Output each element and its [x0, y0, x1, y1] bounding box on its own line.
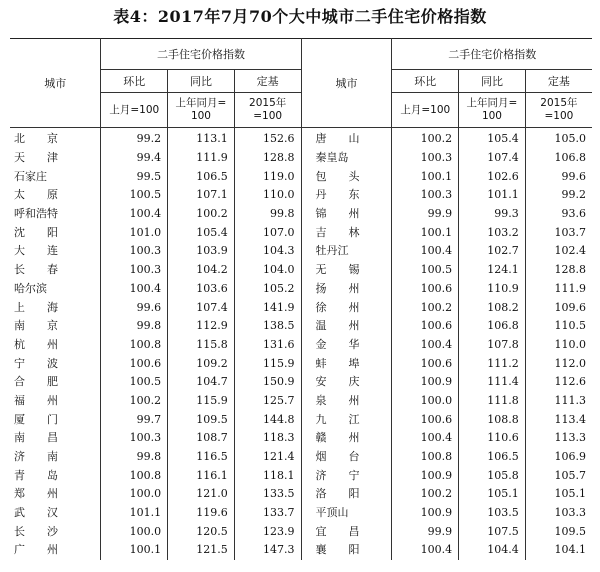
right-base-cell: 109.5	[525, 522, 592, 541]
yoy-header-right: 同比	[459, 70, 526, 93]
left-mom-cell: 100.3	[101, 429, 168, 448]
left-mom-cell: 100.0	[101, 485, 168, 504]
right-city-cell: 赣 州	[315, 431, 360, 445]
group-header-left: 二手住宅价格指数	[101, 39, 301, 70]
left-mom-cell: 100.3	[101, 242, 168, 261]
left-base-cell: 133.7	[234, 504, 301, 523]
table-row	[10, 392, 592, 411]
right-city-cell: 九 江	[315, 412, 360, 426]
left-mom-cell: 100.2	[101, 392, 168, 411]
left-yoy-cell: 111.9	[168, 149, 235, 168]
right-mom-cell: 100.4	[392, 429, 459, 448]
right-city-cell: 丹 东	[315, 188, 360, 202]
right-base-cell: 111.3	[525, 392, 592, 411]
right-yoy-cell: 99.3	[459, 205, 526, 224]
right-mom-cell: 100.4	[392, 242, 459, 261]
right-city-cell: 襄 阳	[315, 543, 360, 557]
right-mom-cell: 100.9	[392, 504, 459, 523]
table-row	[10, 373, 592, 392]
right-yoy-cell: 101.1	[459, 186, 526, 205]
base-header-right: 定基	[525, 70, 592, 93]
table-row	[10, 149, 592, 168]
right-mom-cell: 100.9	[392, 466, 459, 485]
left-yoy-cell: 103.6	[168, 280, 235, 299]
left-city-cell: 青 岛	[14, 468, 58, 482]
right-city-cell: 泉 州	[315, 393, 360, 407]
left-mom-cell: 100.5	[101, 186, 168, 205]
mom-basis-right: 上月=100	[392, 93, 459, 128]
left-yoy-cell: 120.5	[168, 522, 235, 541]
right-city-cell: 牡丹江	[315, 244, 349, 258]
left-city-cell: 厦 门	[14, 412, 58, 426]
right-mom-cell: 100.5	[392, 261, 459, 280]
left-base-cell: 118.1	[234, 466, 301, 485]
mom-header-right: 环比	[392, 70, 459, 93]
right-yoy-cell: 108.8	[459, 410, 526, 429]
left-mom-cell: 100.6	[101, 354, 168, 373]
right-yoy-cell: 107.4	[459, 149, 526, 168]
table-row	[10, 410, 592, 429]
left-base-cell: 99.8	[234, 205, 301, 224]
left-yoy-cell: 103.9	[168, 242, 235, 261]
right-base-cell: 106.8	[525, 149, 592, 168]
left-city-cell: 天 津	[14, 151, 58, 165]
mom-basis-left: 上月=100	[101, 93, 168, 128]
left-base-cell: 104.0	[234, 261, 301, 280]
right-yoy-cell: 105.8	[459, 466, 526, 485]
left-city-cell: 杭 州	[14, 337, 58, 351]
left-yoy-cell: 100.2	[168, 205, 235, 224]
left-city-cell: 大 连	[14, 244, 58, 258]
right-base-cell: 110.0	[525, 336, 592, 355]
left-base-cell: 123.9	[234, 522, 301, 541]
right-yoy-cell: 103.5	[459, 504, 526, 523]
right-yoy-cell: 105.1	[459, 485, 526, 504]
right-city-cell: 金 华	[315, 337, 360, 351]
right-city-cell: 秦皇岛	[315, 151, 349, 165]
left-base-cell: 138.5	[234, 317, 301, 336]
table-row	[10, 128, 592, 149]
table-row	[10, 205, 592, 224]
right-city-cell: 安 庆	[315, 375, 360, 389]
right-yoy-cell: 124.1	[459, 261, 526, 280]
table-row	[10, 167, 592, 186]
right-yoy-cell: 106.5	[459, 448, 526, 467]
right-mom-cell: 100.6	[392, 317, 459, 336]
right-city-cell: 扬 州	[315, 281, 360, 295]
right-city-cell: 宜 昌	[315, 524, 360, 538]
right-base-cell: 113.4	[525, 410, 592, 429]
left-yoy-cell: 106.5	[168, 167, 235, 186]
right-base-cell: 111.9	[525, 280, 592, 299]
right-base-cell: 128.8	[525, 261, 592, 280]
left-mom-cell: 99.5	[101, 167, 168, 186]
table-row	[10, 541, 592, 560]
left-yoy-cell: 116.1	[168, 466, 235, 485]
table-row	[10, 522, 592, 541]
right-yoy-cell: 110.6	[459, 429, 526, 448]
left-city-cell: 广 州	[14, 543, 58, 557]
base-basis-right: 2015年 =100	[525, 93, 592, 128]
left-mom-cell: 99.4	[101, 149, 168, 168]
right-base-cell: 102.4	[525, 242, 592, 261]
left-yoy-cell: 104.2	[168, 261, 235, 280]
right-mom-cell: 100.6	[392, 410, 459, 429]
right-base-cell: 93.6	[525, 205, 592, 224]
left-city-cell: 长 沙	[14, 524, 58, 538]
left-mom-cell: 100.0	[101, 522, 168, 541]
table-row	[10, 261, 592, 280]
left-mom-cell: 99.8	[101, 448, 168, 467]
right-base-cell: 103.3	[525, 504, 592, 523]
right-mom-cell: 100.1	[392, 223, 459, 242]
left-base-cell: 141.9	[234, 298, 301, 317]
right-mom-cell: 100.9	[392, 373, 459, 392]
left-mom-cell: 99.2	[101, 128, 168, 149]
left-yoy-cell: 121.0	[168, 485, 235, 504]
right-base-cell: 112.0	[525, 354, 592, 373]
left-mom-cell: 100.4	[101, 205, 168, 224]
yoy-basis-left: 上年同月= 100	[168, 93, 235, 128]
right-city-cell: 徐 州	[315, 300, 360, 314]
left-base-cell: 150.9	[234, 373, 301, 392]
city-header-right: 城市	[301, 39, 392, 128]
yoy-basis-right: 上年同月= 100	[459, 93, 526, 128]
left-city-cell: 济 南	[14, 450, 58, 464]
right-base-cell: 109.6	[525, 298, 592, 317]
right-mom-cell: 100.4	[392, 336, 459, 355]
right-city-cell: 无 锡	[315, 263, 360, 277]
left-city-cell: 上 海	[14, 300, 58, 314]
right-base-cell: 105.1	[525, 485, 592, 504]
left-yoy-cell: 109.5	[168, 410, 235, 429]
left-mom-cell: 101.0	[101, 223, 168, 242]
right-yoy-cell: 110.9	[459, 280, 526, 299]
left-yoy-cell: 108.7	[168, 429, 235, 448]
left-city-cell: 长 春	[14, 263, 58, 277]
left-yoy-cell: 105.4	[168, 223, 235, 242]
left-yoy-cell: 116.5	[168, 448, 235, 467]
right-yoy-cell: 104.4	[459, 541, 526, 560]
left-mom-cell: 100.3	[101, 261, 168, 280]
right-mom-cell: 100.0	[392, 392, 459, 411]
right-base-cell: 113.3	[525, 429, 592, 448]
group-header-right: 二手住宅价格指数	[392, 39, 592, 70]
right-yoy-cell: 103.2	[459, 223, 526, 242]
table-row	[10, 186, 592, 205]
table-row	[10, 336, 592, 355]
right-yoy-cell: 111.4	[459, 373, 526, 392]
left-yoy-cell: 109.2	[168, 354, 235, 373]
right-yoy-cell: 107.5	[459, 522, 526, 541]
right-yoy-cell: 102.6	[459, 167, 526, 186]
left-base-cell: 128.8	[234, 149, 301, 168]
left-city-cell: 石家庄	[14, 169, 47, 183]
right-city-cell: 平顶山	[315, 506, 349, 520]
right-city-cell: 洛 阳	[315, 487, 360, 501]
table-row	[10, 223, 592, 242]
left-yoy-cell: 121.5	[168, 541, 235, 560]
left-yoy-cell: 115.9	[168, 392, 235, 411]
right-mom-cell: 100.2	[392, 128, 459, 149]
left-city-cell: 太 原	[14, 188, 58, 202]
table-row	[10, 317, 592, 336]
right-base-cell: 103.7	[525, 223, 592, 242]
left-city-cell: 呼和浩特	[14, 207, 58, 221]
table-row	[10, 242, 592, 261]
left-city-cell: 郑 州	[14, 487, 58, 501]
right-mom-cell: 100.6	[392, 280, 459, 299]
left-city-cell: 合 肥	[14, 375, 58, 389]
right-city-cell: 吉 林	[315, 225, 360, 239]
right-base-cell: 105.7	[525, 466, 592, 485]
right-mom-cell: 100.2	[392, 298, 459, 317]
right-mom-cell: 99.9	[392, 205, 459, 224]
left-mom-cell: 100.8	[101, 466, 168, 485]
left-mom-cell: 100.8	[101, 336, 168, 355]
mom-header-left: 环比	[101, 70, 168, 93]
left-city-cell: 武 汉	[14, 506, 58, 520]
left-city-cell: 北 京	[14, 132, 58, 146]
base-basis-left: 2015年 =100	[234, 93, 301, 128]
left-base-cell: 110.0	[234, 186, 301, 205]
left-mom-cell: 100.5	[101, 373, 168, 392]
table-row	[10, 485, 592, 504]
right-mom-cell: 100.3	[392, 186, 459, 205]
left-base-cell: 118.3	[234, 429, 301, 448]
right-city-cell: 锦 州	[315, 207, 360, 221]
left-base-cell: 147.3	[234, 541, 301, 560]
left-city-cell: 宁 波	[14, 356, 58, 370]
right-yoy-cell: 106.8	[459, 317, 526, 336]
right-yoy-cell: 108.2	[459, 298, 526, 317]
left-mom-cell: 101.1	[101, 504, 168, 523]
right-mom-cell: 99.9	[392, 522, 459, 541]
left-mom-cell: 100.4	[101, 280, 168, 299]
left-mom-cell: 99.7	[101, 410, 168, 429]
left-yoy-cell: 119.6	[168, 504, 235, 523]
base-header-left: 定基	[234, 70, 301, 93]
right-yoy-cell: 102.7	[459, 242, 526, 261]
right-base-cell: 106.9	[525, 448, 592, 467]
table-header	[10, 39, 592, 128]
left-yoy-cell: 115.8	[168, 336, 235, 355]
left-base-cell: 125.7	[234, 392, 301, 411]
left-yoy-cell: 113.1	[168, 128, 235, 149]
table-row	[10, 504, 592, 523]
left-yoy-cell: 107.1	[168, 186, 235, 205]
left-mom-cell: 100.1	[101, 541, 168, 560]
table-row	[10, 466, 592, 485]
left-city-cell: 哈尔滨	[14, 281, 47, 295]
table-row	[10, 448, 592, 467]
left-city-cell: 沈 阳	[14, 225, 58, 239]
left-base-cell: 105.2	[234, 280, 301, 299]
right-yoy-cell: 107.8	[459, 336, 526, 355]
left-base-cell: 144.8	[234, 410, 301, 429]
right-mom-cell: 100.1	[392, 167, 459, 186]
right-base-cell: 112.6	[525, 373, 592, 392]
right-mom-cell: 100.8	[392, 448, 459, 467]
right-city-cell: 济 宁	[315, 468, 360, 482]
right-city-cell: 唐 山	[315, 132, 360, 146]
left-yoy-cell: 104.7	[168, 373, 235, 392]
left-base-cell: 119.0	[234, 167, 301, 186]
table-row	[10, 298, 592, 317]
yoy-header-left: 同比	[168, 70, 235, 93]
right-mom-cell: 100.6	[392, 354, 459, 373]
right-city-cell: 烟 台	[315, 450, 360, 464]
left-base-cell: 107.0	[234, 223, 301, 242]
right-yoy-cell: 105.4	[459, 128, 526, 149]
left-base-cell: 152.6	[234, 128, 301, 149]
left-city-cell: 南 昌	[14, 431, 58, 445]
right-base-cell: 99.6	[525, 167, 592, 186]
left-yoy-cell: 112.9	[168, 317, 235, 336]
table-row	[10, 280, 592, 299]
left-base-cell: 115.9	[234, 354, 301, 373]
city-header-left: 城市	[10, 39, 101, 128]
table-row	[10, 354, 592, 373]
left-mom-cell: 99.8	[101, 317, 168, 336]
right-base-cell: 110.5	[525, 317, 592, 336]
table-body	[10, 128, 592, 560]
right-city-cell: 温 州	[315, 319, 360, 333]
left-city-cell: 南 京	[14, 319, 58, 333]
price-index-table	[10, 38, 592, 560]
right-base-cell: 99.2	[525, 186, 592, 205]
right-yoy-cell: 111.8	[459, 392, 526, 411]
right-mom-cell: 100.4	[392, 541, 459, 560]
right-mom-cell: 100.2	[392, 485, 459, 504]
left-city-cell: 福 州	[14, 393, 58, 407]
right-yoy-cell: 111.2	[459, 354, 526, 373]
left-base-cell: 131.6	[234, 336, 301, 355]
left-base-cell: 121.4	[234, 448, 301, 467]
left-base-cell: 104.3	[234, 242, 301, 261]
left-mom-cell: 99.6	[101, 298, 168, 317]
right-city-cell: 蚌 埠	[315, 356, 360, 370]
table-row	[10, 429, 592, 448]
left-yoy-cell: 107.4	[168, 298, 235, 317]
right-mom-cell: 100.3	[392, 149, 459, 168]
table-title: 表4：2017年7月70个大中城市二手住宅价格指数	[113, 7, 487, 26]
right-base-cell: 104.1	[525, 541, 592, 560]
left-base-cell: 133.5	[234, 485, 301, 504]
right-base-cell: 105.0	[525, 128, 592, 149]
right-city-cell: 包 头	[315, 169, 360, 183]
